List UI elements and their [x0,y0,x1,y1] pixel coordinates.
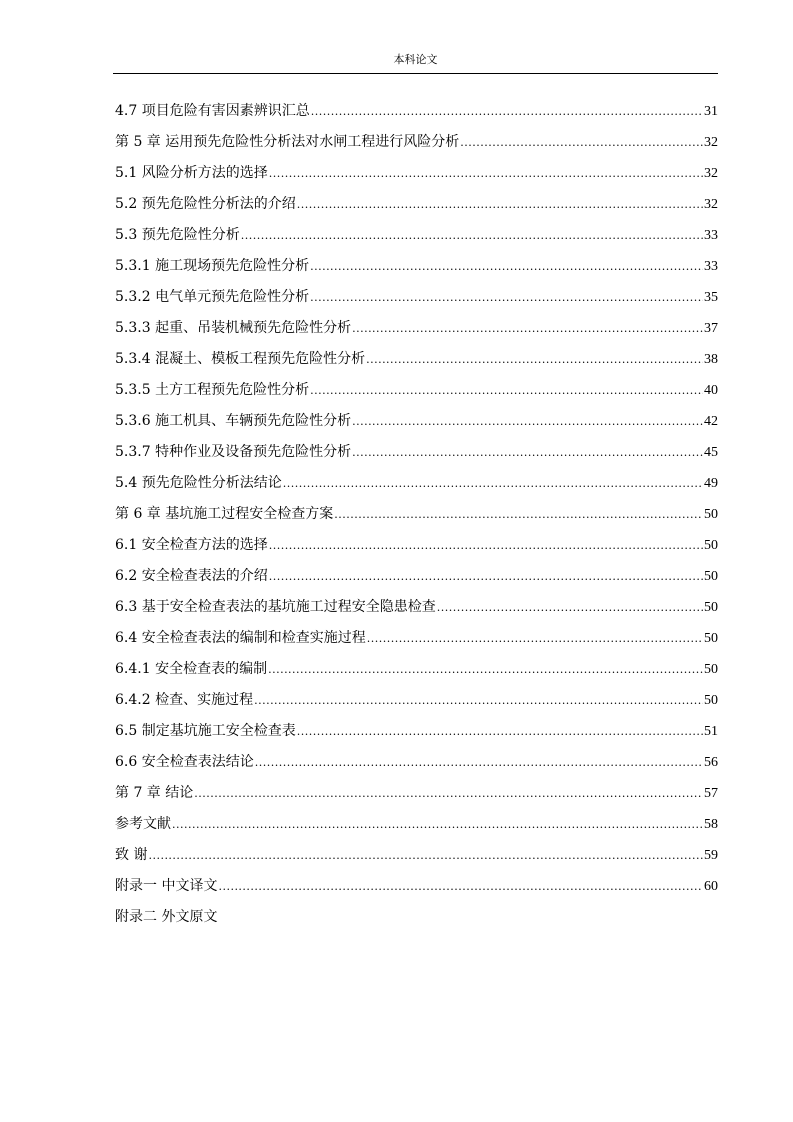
toc-leader [297,192,703,218]
toc-entry-title: 5.3.4 混凝土、模板工程预先危险性分析 [115,351,366,367]
toc-entry[interactable] [115,718,718,749]
toc-entry-page: 50 [704,631,718,646]
toc-entry-page: 33 [704,259,718,274]
toc-entry-page: 45 [704,445,718,460]
toc-entry-page: 51 [704,724,718,739]
toc-entry[interactable] [115,656,718,687]
toc-entry-page: 31 [704,104,718,119]
toc-leader [269,533,703,559]
toc-entry[interactable] [115,687,718,718]
toc-entry-title: 5.1 风险分析方法的选择 [115,165,268,181]
toc-entry-title: 6.4.1 安全检查表的编制 [115,661,268,677]
toc-entry-page: 35 [704,290,718,305]
toc-entry-page: 49 [704,476,718,491]
toc-entry-page: 42 [704,414,718,429]
toc-entry-page: 32 [704,135,718,150]
toc-entry-page: 50 [704,693,718,708]
toc-entry-title: 6.6 安全检查表法结论 [115,754,254,770]
toc-entry-title: 第 7 章 结论 [115,785,194,801]
toc-entry-page: 58 [704,817,718,832]
toc-entry[interactable] [115,842,718,873]
toc-leader [311,99,703,125]
toc-leader [268,657,703,683]
toc-entry-page: 59 [704,848,718,863]
toc-leader [310,254,703,280]
toc-entry-title: 6.5 制定基坑施工安全检查表 [115,723,296,739]
toc-entry-title: 第 5 章 运用预先危险性分析法对水闸工程进行风险分析 [115,134,460,150]
toc-entry[interactable] [115,594,718,625]
toc-leader [334,502,703,528]
toc-entry-title: 5.3.1 施工现场预先危险性分析 [115,258,310,274]
toc-entry-title: 5.3.5 土方工程预先危险性分析 [115,382,310,398]
toc-entry-page: 50 [704,538,718,553]
toc-entry-title: 5.3.6 施工机具、车辆预先危险性分析 [115,413,352,429]
toc-entry-title: 6.4 安全检查表法的编制和检查实施过程 [115,630,366,646]
toc-entry-title: 5.2 预先危险性分析法的介绍 [115,196,296,212]
toc-leader [241,223,703,249]
toc-leader [352,440,703,466]
toc-leader [194,781,703,807]
toc-leader [297,719,703,745]
toc-entry[interactable] [115,873,718,904]
toc-leader [218,874,703,900]
toc-leader [269,564,703,590]
toc-entry-page: 57 [704,786,718,801]
toc-entry[interactable] [115,749,718,780]
toc-entry[interactable] [115,408,718,439]
toc-entry[interactable] [115,160,718,191]
page-header [113,52,718,74]
toc-entry-page: 50 [704,569,718,584]
toc-leader [148,843,703,869]
toc-entry[interactable] [115,253,718,284]
toc-leader [283,471,703,497]
toc-leader [367,626,703,652]
toc-leader [437,595,703,621]
toc-entry[interactable] [115,904,718,935]
toc-entry[interactable] [115,222,718,253]
toc-entry-title: 5.3.3 起重、吊装机械预先危险性分析 [115,320,352,336]
toc-entry-title: 6.2 安全检查表法的介绍 [115,568,268,584]
toc-entry[interactable] [115,780,718,811]
toc-entry-title: 5.3 预先危险性分析 [115,227,240,243]
toc-entry-title: 第 6 章 基坑施工过程安全检查方案 [115,506,334,522]
toc-entry-title: 6.3 基于安全检查表法的基坑施工过程安全隐患检查 [115,599,436,615]
toc-entry[interactable] [115,501,718,532]
toc-entry[interactable] [115,284,718,315]
toc-entry-page: 32 [704,166,718,181]
toc-entry-page: 33 [704,228,718,243]
toc-entry-title: 6.1 安全检查方法的选择 [115,537,268,553]
toc-leader [269,161,703,187]
toc-entry-page: 37 [704,321,718,336]
toc-leader [352,409,703,435]
toc-entry-page: 50 [704,600,718,615]
toc-entry[interactable] [115,563,718,594]
toc-entry-title: 5.4 预先危险性分析法结论 [115,475,282,491]
toc-entry-title: 6.4.2 检查、实施过程 [115,692,254,708]
toc-entry[interactable] [115,315,718,346]
table-of-contents [115,98,718,935]
toc-entry[interactable] [115,377,718,408]
header-title: 本科论文 [393,53,438,66]
toc-entry-title: 致 谢 [115,847,148,863]
toc-entry[interactable] [115,625,718,656]
toc-leader [172,812,703,838]
toc-entry-title: 参考文献 [115,816,171,832]
toc-entry[interactable] [115,532,718,563]
toc-leader [310,285,703,311]
toc-entry[interactable] [115,191,718,222]
toc-entry[interactable] [115,98,718,129]
toc-leader [310,378,703,404]
toc-entry-title: 4.7 项目危险有害因素辨识汇总 [115,103,310,119]
toc-entry-page: 60 [704,879,718,894]
toc-entry-title: 5.3.2 电气单元预先危险性分析 [115,289,310,305]
toc-entry-page: 56 [704,755,718,770]
toc-leader [255,750,703,776]
toc-entry-page: 40 [704,383,718,398]
toc-entry-page: 50 [704,662,718,677]
header-rule [113,73,718,74]
toc-entry[interactable] [115,439,718,470]
toc-leader [352,316,703,342]
toc-entry-page: 38 [704,352,718,367]
toc-entry[interactable] [115,346,718,377]
toc-entry-page: 32 [704,197,718,212]
toc-entry-page: 50 [704,507,718,522]
toc-entry[interactable] [115,811,718,842]
toc-entry[interactable] [115,470,718,501]
toc-entry-title: 附录二 外文原文 [115,909,218,925]
toc-entry[interactable] [115,129,718,160]
toc-entry-title: 附录一 中文译文 [115,878,218,894]
toc-leader [366,347,703,373]
toc-entry-title: 5.3.7 特种作业及设备预先危险性分析 [115,444,352,460]
toc-leader [254,688,703,714]
toc-leader [460,130,703,156]
